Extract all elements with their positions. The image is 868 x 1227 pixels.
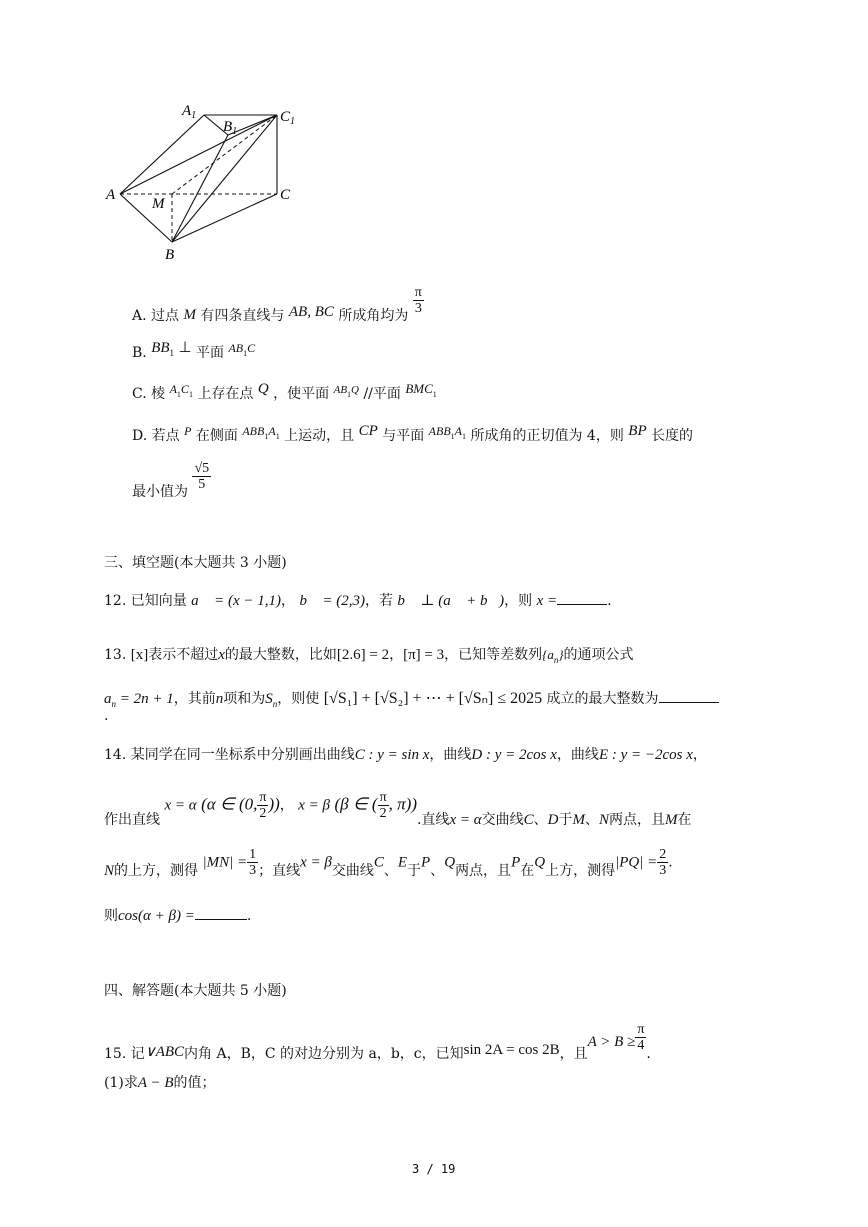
label-C: C: [280, 187, 291, 203]
question-12: 12. 已知向量 a⃗ = (x − 1,1)， b⃗ = (2,3)，若 b⃗ ⊥ (a⃗ + b⃗)，则 x = .: [104, 593, 612, 609]
prism-diagram: [100, 95, 310, 270]
label-B: B: [165, 247, 175, 263]
section-3-title: 三、填空题(本大题共 3 小题): [104, 555, 287, 571]
label-M: M: [152, 196, 165, 212]
answer-blank[interactable]: [557, 604, 607, 605]
question-14-line3: N的上方，测得 |MN| = $\frac{1}{3}$ ；直线x = β交曲线C、E于P、Q两点，且P在Q上方，测得|PQ| = $\frac{2}{3}$ .: [104, 847, 673, 879]
question-15-part1: (1)求A − B的值；: [104, 1075, 216, 1091]
option-a: A. 过点 M 有四条直线与 AB, BC 所成角均为 $\frac{\pi}{3}$: [132, 285, 422, 324]
frac-sqrt5-5: $\frac{√5}{5}$: [194, 461, 210, 492]
label-A1: $A_1$: [182, 103, 197, 121]
answer-blank[interactable]: [195, 919, 247, 920]
label-A: A: [106, 187, 116, 203]
option-b: B. $BB_1$ ⊥ 平面 $AB_1C$: [132, 340, 256, 361]
question-14-line2: 作出直线 x = α (α ∈ (0, $\frac{\pi}{2}$ ))， x = β (β ∈ ( $\frac{\pi}{2}$ , π)).直线x = α交曲线C、D于M、N两点，且M在: [104, 790, 692, 828]
question-14-line1: 14. 某同学在同一坐标系中分别画出曲线C : y = sin x，曲线D : y = 2cos x，曲线E : y = −2cos x，: [104, 747, 707, 763]
question-14-line4: 则cos(α + β) = .: [104, 908, 252, 924]
question-13-dot: .: [104, 708, 109, 724]
option-d-line2: 最小值为 $\frac{√5}{5}$: [132, 461, 210, 500]
section-4-title: 四、解答题(本大题共 5 小题): [104, 983, 287, 999]
label-B1: $B_1$: [223, 119, 238, 137]
floor-sum-inequality: [√S₁] + [√S₂] + ⋯ + [√Sₙ] ≤ 2025: [323, 690, 543, 707]
page-number: 3 / 19: [412, 1162, 456, 1176]
option-c: C. 棱 $A_1C_1$ 上存在点 Q ，使平面 $AB_1Q$ //平面 $BMC_1$: [132, 381, 437, 402]
question-13-line2: $a_n = 2n + 1$，其前n项和为$S_n$，则使 [√S₁] + [√S₂] + ⋯ + [√Sₙ] ≤ 2025 成立的最大整数为: [104, 688, 719, 709]
label-C1: $C_1$: [280, 109, 296, 127]
option-d: D. 若点 P 在侧面 $ABB_1A_1$ 上运动，且 CP 与平面 $ABB_1A_1$ 所成角的正切值为 4，则 BP 长度的: [132, 423, 694, 444]
question-13-line1: 13. [x]表示不超过x的最大整数，比如[2.6] = 2，[π] = 3，已知等差数列$\{a_n\}$的通项公式: [104, 647, 634, 665]
answer-blank[interactable]: [659, 702, 719, 703]
question-15: 15. 记∨ABC内角 A，B，C 的对边分别为 a，b，c，已知sin 2A = cos 2B，且A > B ≥ $\frac{\pi}{4}$ .: [104, 1022, 651, 1062]
frac-pi-3: $\frac{\pi}{3}$: [414, 285, 422, 316]
